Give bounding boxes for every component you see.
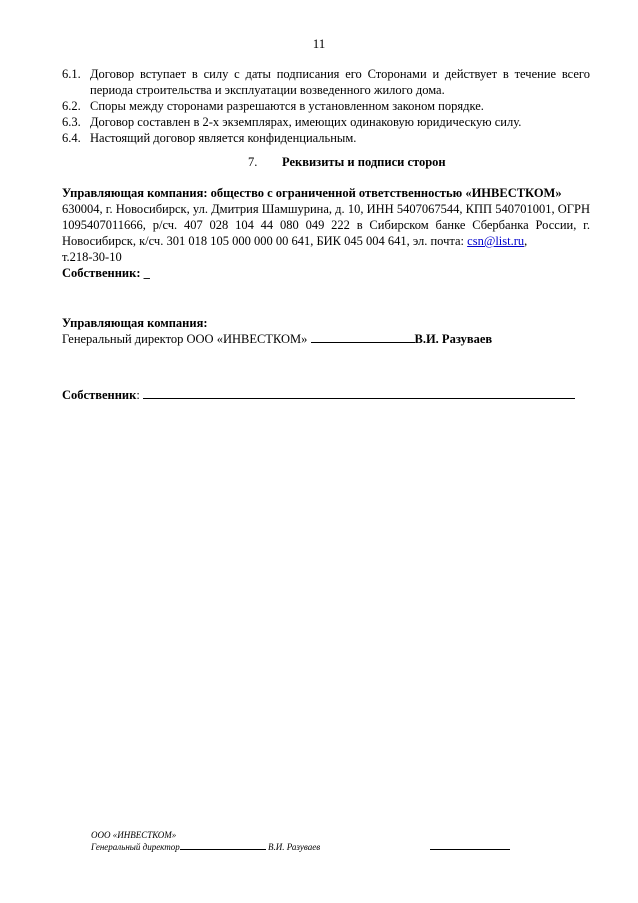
owner-signature-block: Собственник: [62,387,590,403]
email-link[interactable]: csn@list.ru [467,234,525,248]
company-heading: Управляющая компания: общество с ограниченной ответственностью «ИНВЕСТКОМ» [62,186,562,200]
clause-6-4 [62,130,590,146]
requisites-block [62,185,590,281]
clause-6-3 [62,114,590,130]
page-number: 11 [312,36,326,51]
owner-signature-line [143,387,575,399]
clause-number: 6.4. [62,131,81,145]
director-name: В.И. Разуваев [414,332,493,346]
page-footer [91,829,531,853]
clause-text: Споры между сторонами разрешаются в установленном законом порядке. [90,99,484,113]
company-signature-heading: Управляющая компания: [62,316,208,330]
clause-number: 6.2. [62,99,81,113]
director-signature-line: Генеральный директор ООО «ИНВЕСТКОМ» В.И. Разуваев [62,332,493,346]
clause-text: Настоящий договор является конфиденциальным. [90,131,357,145]
owner-label: Собственник: _ [62,266,150,280]
owner-signature-label: Собственник [62,388,137,402]
clauses-list [62,66,590,146]
footer-director-line: Генеральный директор В.И. Разуваев [91,841,531,853]
footer-signature-line [180,841,266,850]
clause-number: 6.3. [62,115,81,129]
footer-director-name: В.И. Разуваев [268,842,321,852]
phone: т.218-30-10 [62,250,122,264]
requisites-line-1: 630004, г. Новосибирск, ул. Дмитрия Шамшурина, д. 10, ИНН 5407067544, КПП 540701001, ОГРН [62,202,590,216]
clause-6-2 [62,98,590,114]
clause-text-line1: Договор вступает в силу с даты подписания его Сторонами и действует в течение всего [90,67,590,81]
requisites-line-2: 1095407011666, р/сч. 407 028 104 44 080 049 222 в Сибирском банке Сбербанка России, г. [62,218,590,232]
company-signature-block [62,315,590,347]
signature-line [311,331,415,343]
clause-number: 6.1. [62,67,81,81]
section-title: Реквизиты и подписи сторон [282,155,446,169]
section-number: 7. [248,155,258,169]
clause-text: Договор составлен в 2-х экземплярах, имеющих одинаковую юридическую силу. [90,115,522,129]
clause-6-1 [62,66,590,98]
clause-text-line2: периода строительства и эксплуатации возведенного жилого дома. [90,83,445,97]
requisites-line-3: Новосибирск, к/сч. 301 018 105 000 000 00 641, БИК 045 004 641, эл. почта: csn@list.ru, [62,234,528,248]
footer-company: ООО «ИНВЕСТКОМ» [91,830,177,840]
footer-owner-line [430,841,510,850]
